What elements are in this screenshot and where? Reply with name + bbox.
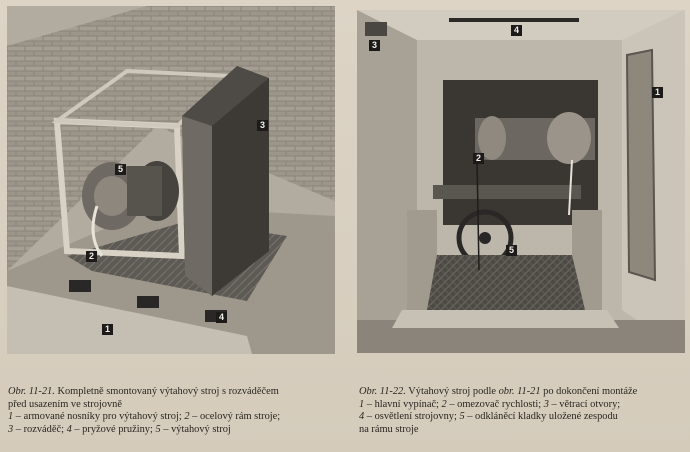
photo-machine-before-install (7, 6, 335, 354)
legend-number: 1 (8, 411, 14, 423)
marker-5: 5 (115, 164, 126, 175)
legend-text: – větrací otvory; (548, 398, 621, 410)
caption-title-line (359, 386, 689, 399)
caption-title-line (8, 386, 344, 399)
legend-number: 2 (184, 411, 190, 423)
legend-text: – osvětlení strojovny; (364, 411, 460, 423)
caption-legend-line (8, 424, 344, 437)
marker-2: 2 (473, 153, 484, 164)
caption-figure-11-22 (359, 386, 689, 437)
caption-legend-line (8, 411, 344, 424)
caption-figure-11-21 (8, 386, 344, 437)
legend-text: – pryžové pružiny; (71, 424, 156, 436)
marker-1: 1 (652, 87, 663, 98)
legend-text: – omezovač rychlosti; (446, 398, 544, 410)
legend-text: – rozváděč; (13, 424, 67, 436)
caption-title: po dokončení montáže (540, 386, 638, 397)
caption-legend-line: na rámu stroje (359, 424, 419, 436)
marker-4: 4 (511, 25, 522, 36)
machine-room-photo-illustration (357, 10, 685, 353)
caption-title: Výtahový stroj podle (405, 386, 499, 397)
marker-4: 4 (216, 312, 227, 323)
legend-number: 5 (155, 424, 161, 436)
legend-text: – ocelový rám stroje; (189, 411, 281, 423)
figure-reference: Obr. 11-21. (8, 386, 55, 397)
legend-number: 3 (8, 424, 14, 436)
legend-number: 2 (441, 398, 447, 410)
marker-3: 3 (369, 40, 380, 51)
marker-5: 5 (506, 245, 517, 256)
caption-title-line: před usazením ve strojovně (8, 398, 122, 410)
legend-number: 3 (543, 398, 549, 410)
legend-text: – armované nosníky pro výtahový stroj; (13, 411, 185, 423)
legend-text: – odkláněcí kladky uložené zespodu (464, 411, 618, 423)
legend-number: 4 (359, 411, 365, 423)
photo-machine-after-install (357, 10, 685, 353)
marker-3: 3 (257, 120, 268, 131)
caption-title: Kompletně smontovaný výtahový stroj s rozváděčem (54, 386, 279, 397)
figure-reference: Obr. 11-22. (359, 386, 406, 397)
legend-text: – hlavní vypínač; (364, 398, 442, 410)
legend-number: 1 (359, 398, 365, 410)
machine-photo-illustration (7, 6, 335, 354)
marker-2: 2 (86, 251, 97, 262)
legend-number: 4 (66, 424, 72, 436)
legend-number: 5 (459, 411, 465, 423)
caption-legend-line (359, 411, 689, 424)
legend-text: – výtahový stroj (160, 424, 231, 436)
caption-legend-line (359, 399, 689, 412)
cross-reference: obr. 11-21 (498, 386, 541, 397)
marker-1: 1 (102, 324, 113, 335)
